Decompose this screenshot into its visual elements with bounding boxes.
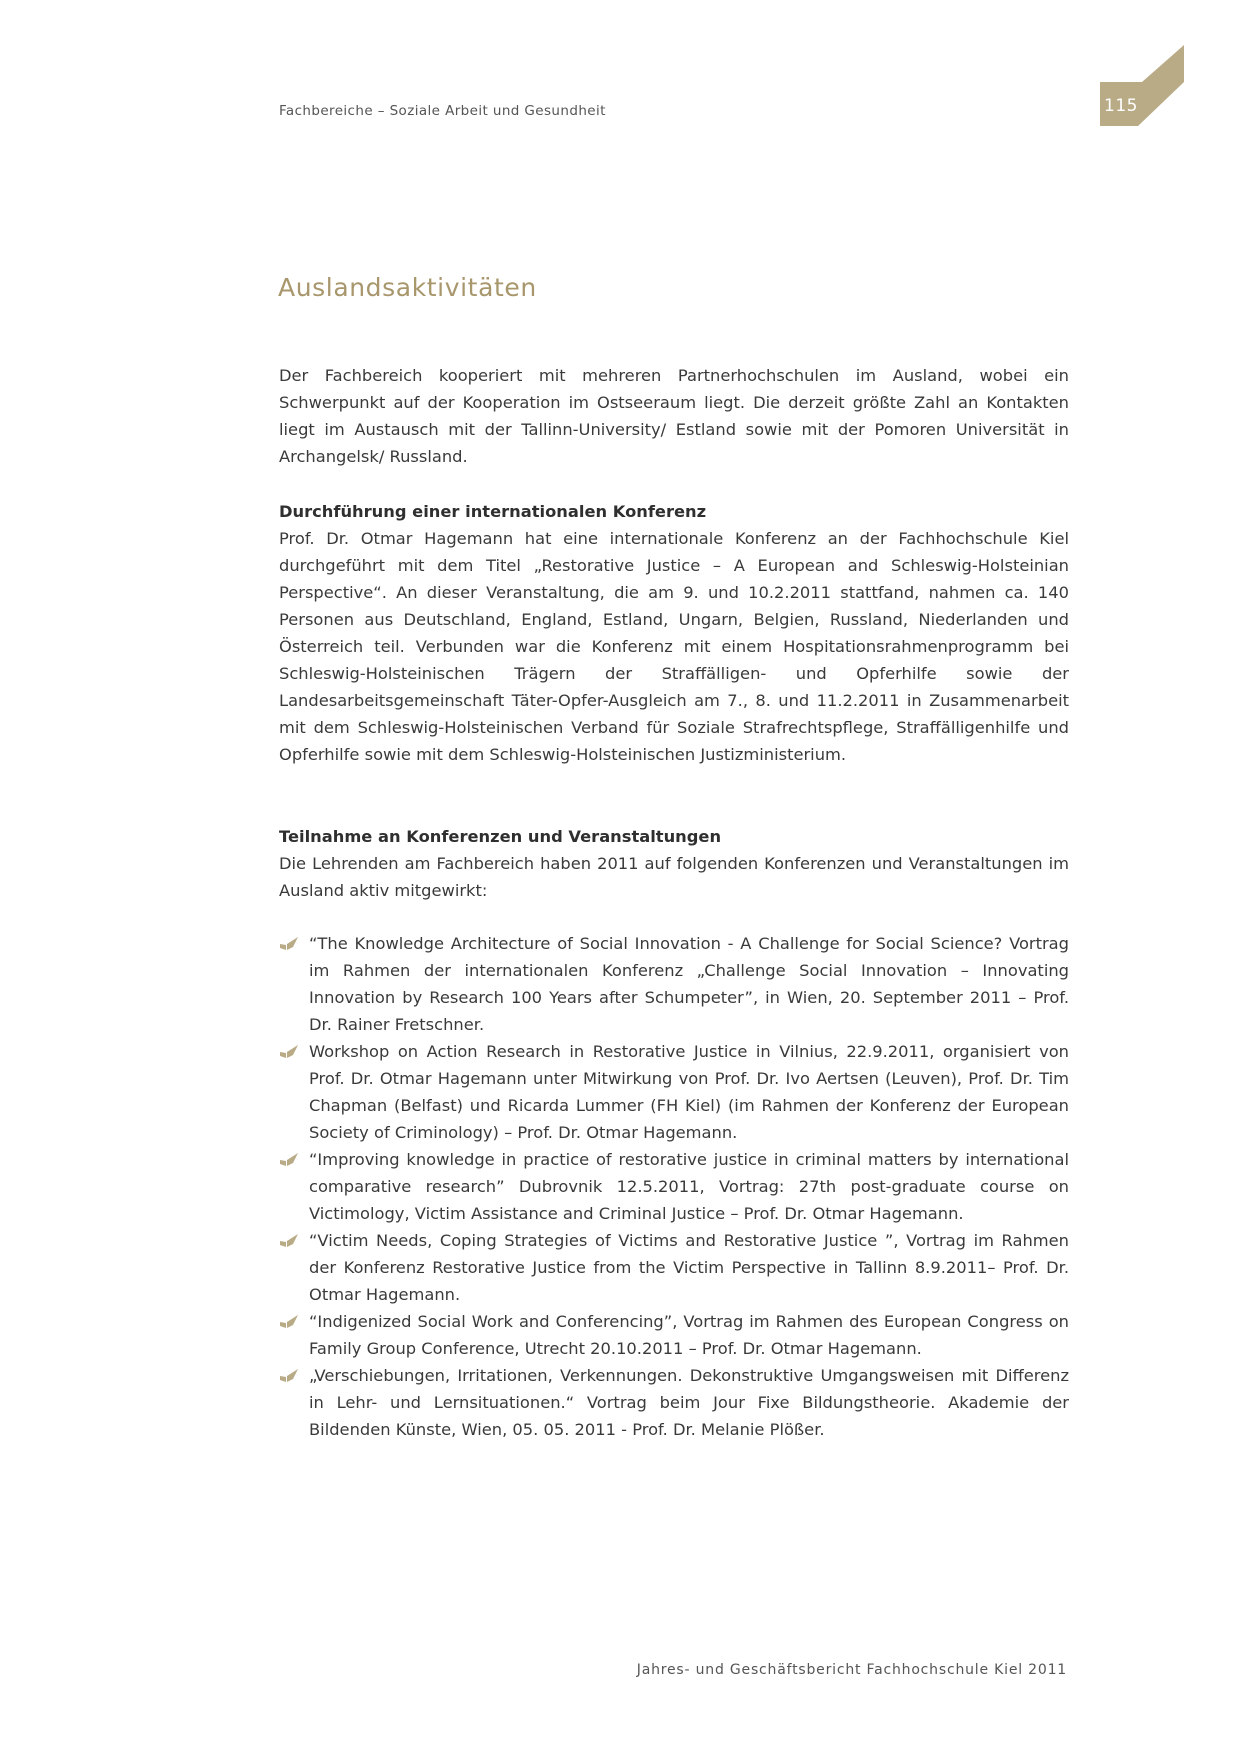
list-item bbox=[279, 1362, 1069, 1443]
list-item-text: “Indigenized Social Work and Conferencing”, Vortrag im Rahmen des European Congress on Family Group Conference, Utrecht 20.10.2011 – Prof. Dr. Otmar Hagemann. bbox=[309, 1312, 1069, 1358]
section-title: Auslandsaktivitäten bbox=[278, 273, 537, 302]
participation-paragraph: Die Lehrenden am Fachbereich haben 2011 auf folgenden Konferenzen und Veranstaltungen im Ausland aktiv mitgewirkt: bbox=[279, 854, 1069, 900]
pen-bullet-icon bbox=[279, 1043, 299, 1059]
page-number: 115 bbox=[1104, 96, 1138, 116]
pen-bullet-icon bbox=[279, 1232, 299, 1248]
conference-heading: Durchführung einer internationalen Konferenz bbox=[279, 502, 707, 521]
intro-paragraph: Der Fachbereich kooperiert mit mehreren Partnerhochschulen im Ausland, wobei ein Schwerpunkt auf der Kooperation im Ostseeraum liegt. Die derzeit größte Zahl an Kontakten liegt im Austausch mit der Tallinn-University/ Estland sowie mit der Pomoren Universität in Archangelsk/ Russland. bbox=[279, 366, 1069, 466]
pen-bullet-icon bbox=[279, 1313, 299, 1329]
list-item-text: “Improving knowledge in practice of restorative justice in criminal matters by international comparative research” Dubrovnik 12.5.2011, Vortrag: 27th post-graduate course on Victimology, Victim Assistance and Criminal Justice – Prof. Dr. Otmar Hagemann. bbox=[309, 1150, 1069, 1223]
page-number-badge bbox=[1100, 45, 1184, 129]
list-item bbox=[279, 1038, 1069, 1146]
pen-bullet-icon bbox=[279, 1151, 299, 1167]
pen-bullet-icon bbox=[279, 1367, 299, 1383]
participation-heading: Teilnahme an Konferenzen und Veranstaltungen bbox=[279, 827, 722, 846]
conference-list bbox=[279, 930, 1069, 1443]
participation-block bbox=[279, 823, 1069, 904]
list-item bbox=[279, 930, 1069, 1038]
running-footer: Jahres- und Geschäftsbericht Fachhochschule Kiel 2011 bbox=[636, 1662, 1067, 1678]
conference-list-block bbox=[279, 930, 1069, 1443]
list-item bbox=[279, 1227, 1069, 1308]
conference-paragraph: Prof. Dr. Otmar Hagemann hat eine internationale Konferenz an der Fachhochschule Kiel durchgeführt mit dem Titel „Restorative Justice – A European and Schleswig-Holsteinian Perspective“. An dieser Veranstaltung, die am 9. und 10.2.2011 stattfand, nahmen ca. 140 Personen aus Deutschland, England, Estland, Ungarn, Belgien, Russland, Niederlanden und Österreich teil. Verbunden war die Konferenz mit einem Hospitationsrahmenprogramm bei Schleswig-Holsteinischen Trägern der Straffälligen- und Opferhilfe sowie der Landesarbeitsgemeinschaft Täter-Opfer-Ausgleich am 7., 8. und 11.2.2011 in Zusammenarbeit mit dem Schleswig-Holsteinischen Verband für Soziale Strafrechtspflege, Straffälligenhilfe und Opferhilfe sowie mit dem Schleswig-Holsteinischen Justizministerium. bbox=[279, 529, 1069, 764]
pen-bullet-icon bbox=[279, 935, 299, 951]
conference-block bbox=[279, 498, 1069, 768]
list-item-text: Workshop on Action Research in Restorative Justice in Vilnius, 22.9.2011, organisiert von Prof. Dr. Otmar Hagemann unter Mitwirkung von Prof. Dr. Ivo Aertsen (Leuven), Prof. Dr. Tim Chapman (Belfast) und Ricarda Lummer (FH Kiel) (im Rahmen der Konferenz der European Society of Criminology) – Prof. Dr. Otmar Hagemann. bbox=[309, 1042, 1069, 1142]
running-header: Fachbereiche – Soziale Arbeit und Gesundheit bbox=[279, 103, 606, 119]
intro-block bbox=[279, 362, 1069, 470]
list-item bbox=[279, 1308, 1069, 1362]
list-item-text: “Victim Needs, Coping Strategies of Victims and Restorative Justice ”, Vortrag im Rahmen der Konferenz Restorative Justice from the Victim Perspective in Tallinn 8.9.2011– Prof. Dr. Otmar Hagemann. bbox=[309, 1231, 1069, 1304]
list-item-text: „Verschiebungen, Irritationen, Verkennungen. Dekonstruktive Umgangsweisen mit Differenz in Lehr- und Lernsituationen.“ Vortrag beim Jour Fixe Bildungstheorie. Akademie der Bildenden Künste, Wien, 05. 05. 2011 - Prof. Dr. Melanie Plößer. bbox=[309, 1366, 1069, 1439]
list-item bbox=[279, 1146, 1069, 1227]
list-item-text: “The Knowledge Architecture of Social Innovation - A Challenge for Social Science? Vortrag im Rahmen der internationalen Konferenz „Challenge Social Innovation – Innovating Innovation by Research 100 Years after Schumpeter”, in Wien, 20. September 2011 – Prof. Dr. Rainer Fretschner. bbox=[309, 934, 1069, 1034]
